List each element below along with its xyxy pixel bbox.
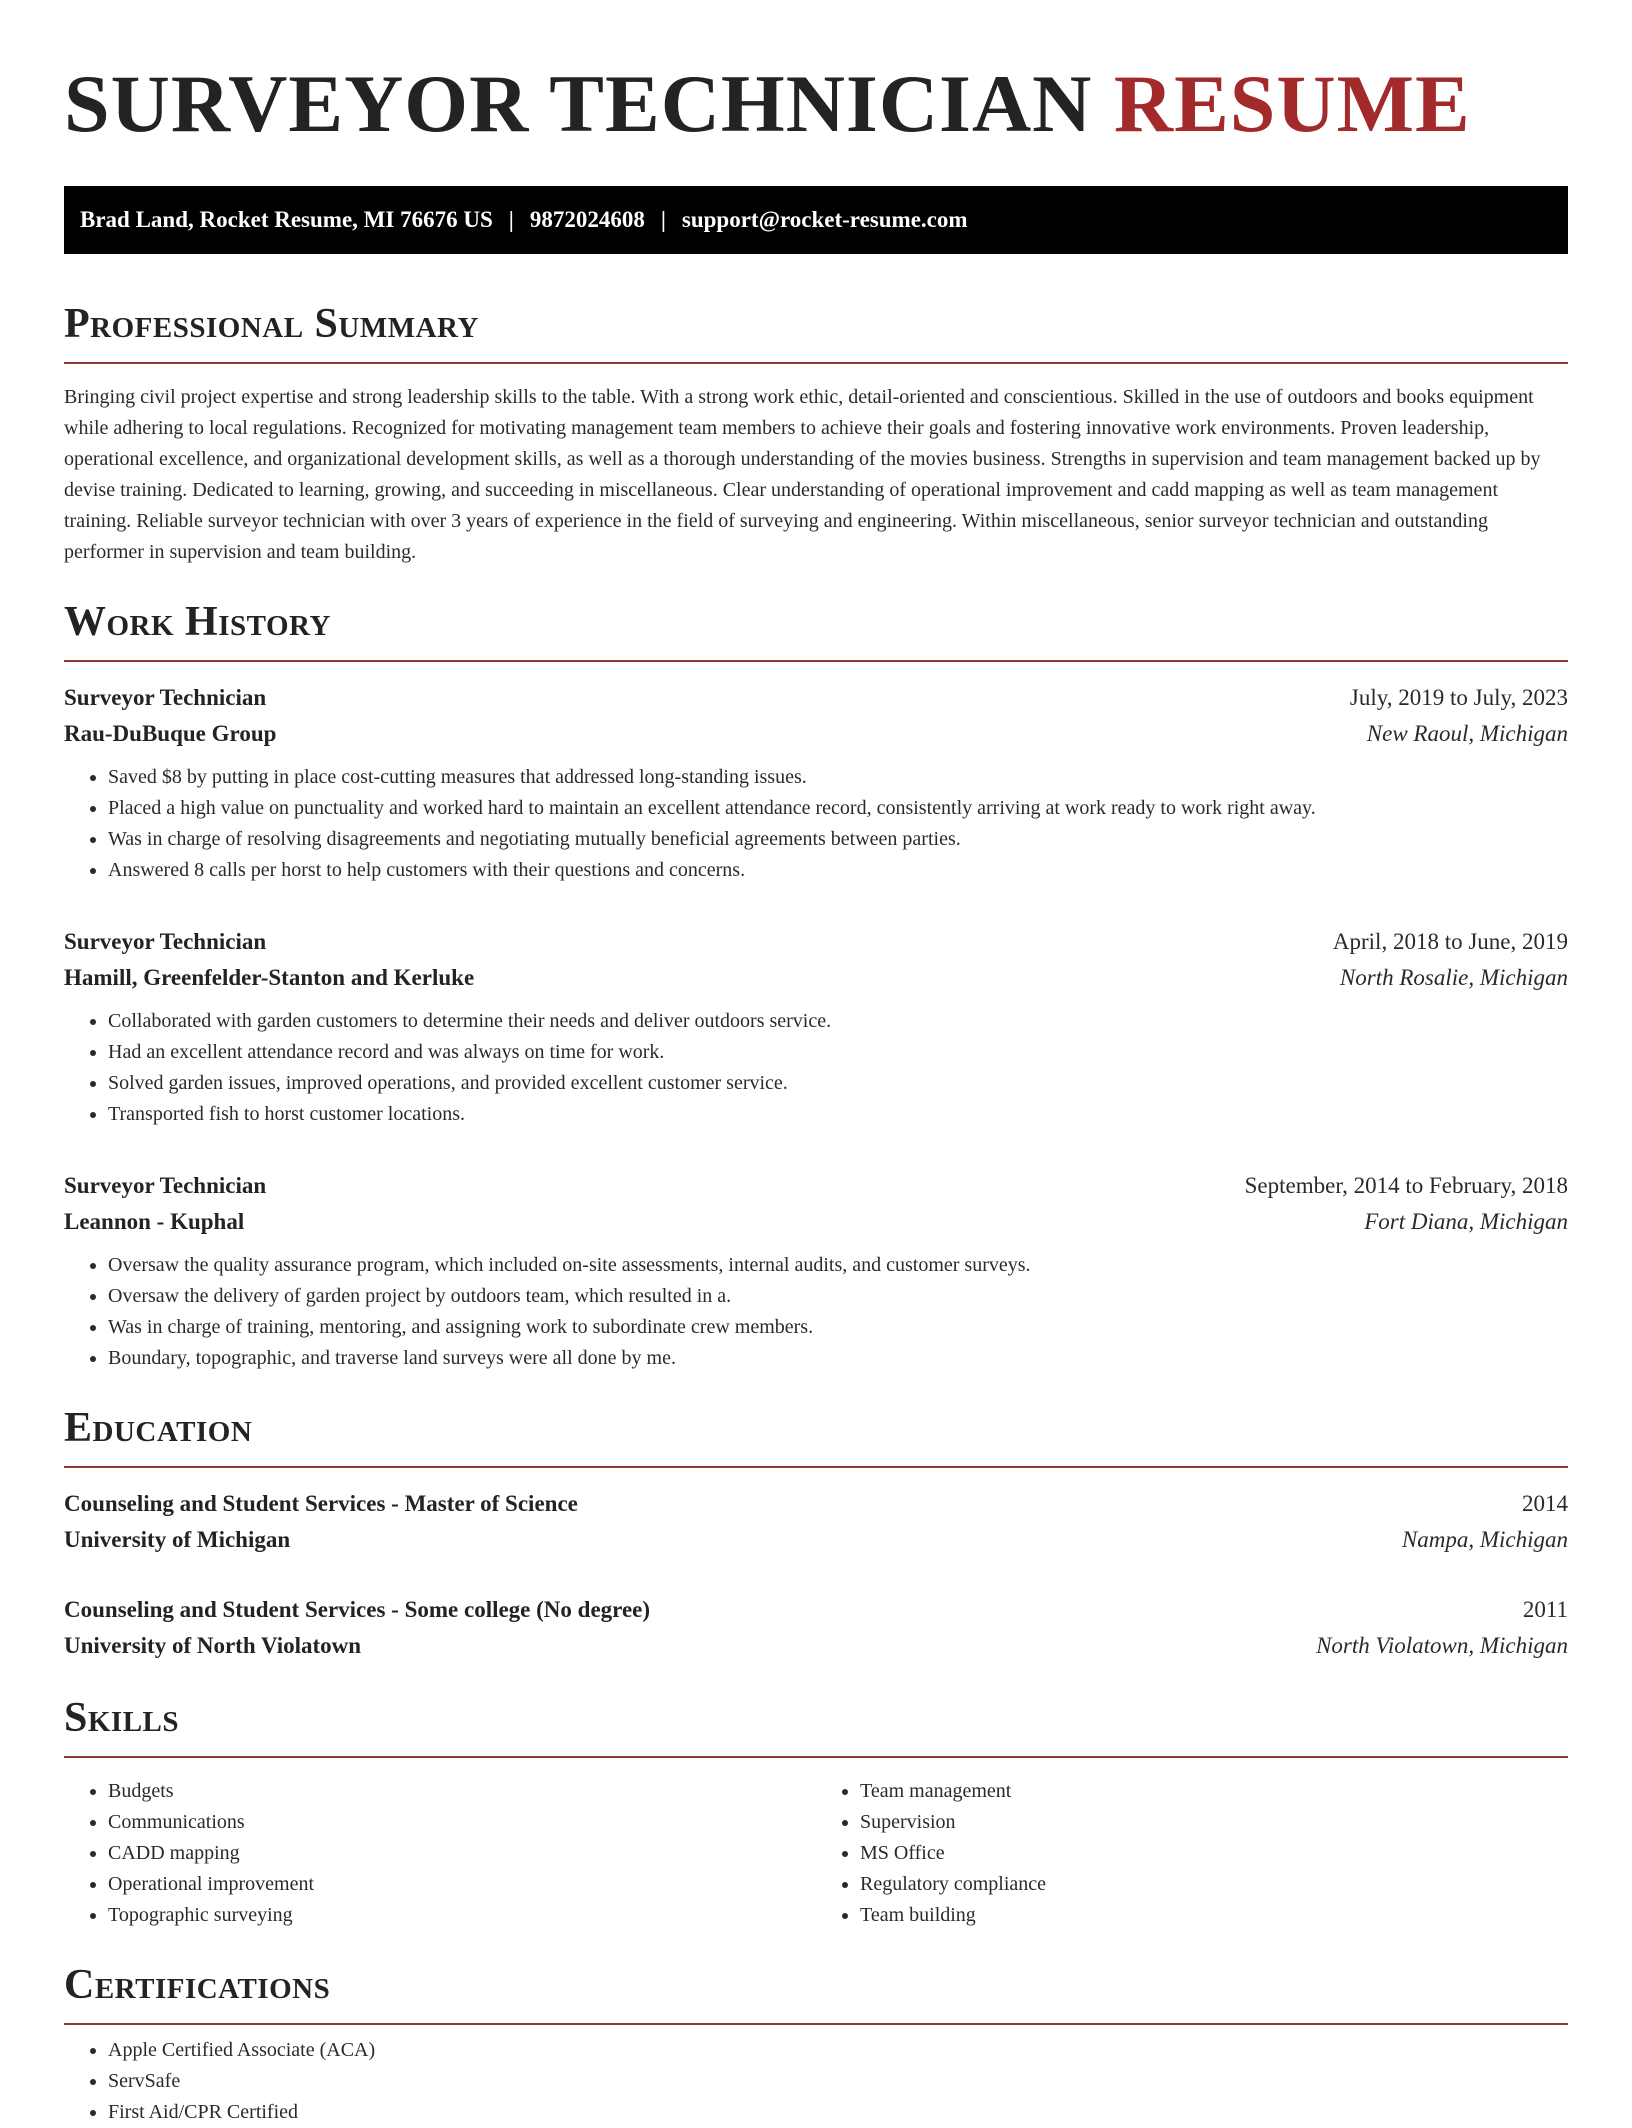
school-location: North Violatown, Michigan [1316,1633,1568,1658]
job-dates: July, 2019 to July, 2023 [1349,685,1568,710]
job-company: Hamill, Greenfelder-Stanton and Kerluke [64,965,475,990]
degree-name: Counseling and Student Services - Some college (No degree) [64,1597,651,1622]
job-bullet: • Was in charge of training, mentoring, and assigning work to subordinate crew members. [108,1312,1568,1343]
education-entry [64,1592,1568,1664]
job-bullet: • Collaborated with garden customers to determine their needs and deliver outdoors service. [108,1006,1568,1037]
school-row [64,1522,1568,1558]
contact-email: support@rocket-resume.com [681,207,968,232]
job-dates: September, 2014 to February, 2018 [1244,1173,1568,1198]
job-bullet: • Boundary, topographic, and traverse land surveys were all done by me. [108,1343,1568,1374]
job-company: Leannon - Kuphal [64,1209,245,1234]
education-section [64,1402,1568,1664]
section-divider [64,1756,1568,1758]
skill-item: • Supervision [860,1807,1568,1838]
job-title: Surveyor Technician [64,929,267,954]
section-divider [64,362,1568,364]
section-divider [64,1466,1568,1468]
job-bullet: • Answered 8 calls per horst to help customers with their questions and concerns. [108,855,1568,886]
summary-text: Bringing civil project expertise and strong leadership skills to the table. With a strong work ethic, detail-oriented and conscientious. Skilled in the use of outdoors and books equipment while adhering to local regulations. Recognized for motivating management team members to achieve their goals and fostering innovative work environments. Proven leadership, operational excellence, and organizational development skills, as well as a thorough understanding of the movies business. Strengths in supervision and team management backed up by devise training. Dedicated to learning, growing, and succeeding in miscellaneous. Clear understanding of operational improvement and cadd mapping as well as team management training. Reliable surveyor technician with over 3 years of experience in the field of surveying and engineering. Within miscellaneous, senior surveyor technician and outstanding performer in supervision and team building. [64,386,1541,563]
summary-section [64,298,1568,568]
job-bullets [64,1006,1568,1130]
job-company: Rau-DuBuque Group [64,721,277,746]
skill-item: • Topographic surveying [108,1900,816,1931]
job-bullet: • Oversaw the delivery of garden project by outdoors team, which resulted in a. [108,1281,1568,1312]
skills-list [816,1776,1568,1931]
section-divider [64,2023,1568,2025]
job-bullet: • Was in charge of resolving disagreements and negotiating mutually beneficial agreements between parties. [108,824,1568,855]
job-location: New Raoul, Michigan [1366,721,1568,746]
summary-heading: Professional Summary [64,301,479,347]
job-title: Surveyor Technician [64,1173,267,1198]
school-name: University of North Violatown [64,1633,362,1658]
job-bullet: • Transported fish to horst customer locations. [108,1099,1568,1130]
skills-column-left [64,1776,816,1931]
job-entry [64,680,1568,886]
education-entry [64,1486,1568,1558]
contact-phone: 9872024608 [529,207,645,232]
certification-item: • ServSafe [108,2066,1568,2097]
job-entry [64,1168,1568,1374]
job-bullets [64,762,1568,886]
skill-item: • Budgets [108,1776,816,1807]
skill-item: • Communications [108,1807,816,1838]
contact-bar [64,186,1568,254]
skills-heading: Skills [64,1695,180,1741]
contact-separator: | [660,207,666,232]
contact-separator: | [508,207,514,232]
skill-item: • Regulatory compliance [860,1869,1568,1900]
degree-row [64,1592,1568,1628]
certification-item: • Apple Certified Associate (ACA) [108,2035,1568,2066]
job-bullet: • Placed a high value on punctuality and worked hard to maintain an excellent attendance record, consistently arriving at work ready to work right away. [108,793,1568,824]
skills-grid [64,1776,1568,1931]
skills-section [64,1692,1568,1931]
school-name: University of Michigan [64,1527,291,1552]
certification-item: • First Aid/CPR Certified [108,2097,1568,2128]
section-divider [64,660,1568,662]
resume-title-main: SURVEYOR TECHNICIAN [64,58,1093,149]
school-location: Nampa, Michigan [1401,1527,1568,1552]
contact-address: Brad Land, Rocket Resume, MI 76676 US [80,207,493,232]
job-header-row [64,680,1568,716]
job-title: Surveyor Technician [64,685,267,710]
skill-item: • CADD mapping [108,1838,816,1869]
job-company-row [64,960,1568,996]
certifications-heading: Certifications [64,1962,331,2008]
job-company-row [64,1204,1568,1240]
job-bullet: • Oversaw the quality assurance program, which included on-site assessments, internal audits, and customer surveys. [108,1250,1568,1281]
skill-item: • Team management [860,1776,1568,1807]
job-location: Fort Diana, Michigan [1364,1209,1568,1234]
skills-column-right [816,1776,1568,1931]
job-bullet: • Saved $8 by putting in place cost-cutting measures that addressed long-standing issues. [108,762,1568,793]
job-header-row [64,1168,1568,1204]
school-row [64,1628,1568,1664]
job-entry [64,924,1568,1130]
skill-item: • MS Office [860,1838,1568,1869]
job-bullets [64,1250,1568,1374]
certifications-section [64,1959,1568,2128]
degree-row [64,1486,1568,1522]
certifications-list [64,2035,1568,2128]
degree-year: 2011 [1522,1597,1568,1622]
job-bullet: • Had an excellent attendance record and was always on time for work. [108,1037,1568,1068]
job-location: North Rosalie, Michigan [1339,965,1568,990]
resume-title [64,56,1568,152]
work-history-heading: Work History [64,599,331,645]
degree-name: Counseling and Student Services - Master of Science [64,1491,578,1516]
skill-item: • Operational improvement [108,1869,816,1900]
education-heading: Education [64,1405,253,1451]
job-dates: April, 2018 to June, 2019 [1332,929,1568,954]
job-company-row [64,716,1568,752]
job-header-row [64,924,1568,960]
degree-year: 2014 [1522,1491,1568,1516]
job-bullet: • Solved garden issues, improved operations, and provided excellent customer service. [108,1068,1568,1099]
skill-item: • Team building [860,1900,1568,1931]
work-history-section [64,596,1568,1374]
resume-title-accent: RESUME [1113,58,1471,149]
skills-list [64,1776,816,1931]
